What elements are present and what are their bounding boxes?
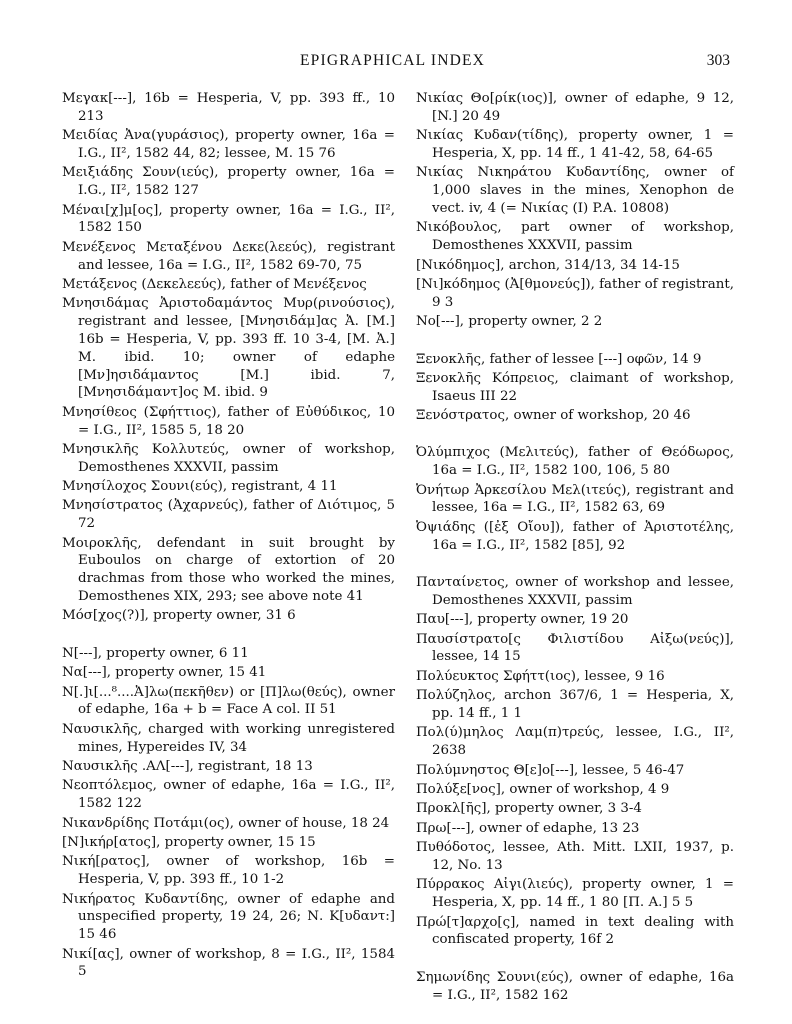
right-column	[416, 90, 734, 1006]
index-entry: Νική[ρατος], owner of workshop, 16b = Hesperia, V, pp. 393 ff., 10 1-2	[62, 854, 395, 888]
index-entry: Ν[.]ι[...⁸....Ἀ]λω(πεκῆθεν) or [Π]λω(θεύς), owner of edaphe, 16a + b = Face A col. II 51	[62, 684, 395, 718]
page-number: 303	[706, 52, 730, 69]
index-entry: Μνησίστρατος (Ἀχαρνεύς), father of Διότιμος, 5 72	[62, 498, 395, 532]
index-entry: Ξενοκλῆς, father of lessee [---] οφῶν, 14 9	[416, 351, 702, 367]
index-entry: Προκλ[ῆς], property owner, 3 3-4	[416, 801, 642, 817]
letter-gap	[416, 426, 734, 444]
index-entry: Νικήρατος Κυδαντίδης, owner of edaphe and unspecified property, 19 24, 26; Ν. Κ[υδαντ:] 15 46	[62, 891, 395, 943]
index-entry: Πολύζηλος, archon 367/6, 1 = Hesperia, X, pp. 14 ff., 1 1	[416, 688, 734, 721]
index-entry: Νικί[ας], owner of workshop, 8 = I.G., II², 1584 5	[62, 946, 395, 980]
index-entry: Ναυσικλῆς, charged with working unregistered mines, Hypereides IV, 34	[62, 721, 395, 755]
index-entry: Ναυσικλῆς .ΑΛ[---], registrant, 18 13	[62, 758, 313, 774]
index-entry: [Νι]κόδημος (Ἀ[θμονεύς]), father of registrant, 9 3	[416, 276, 734, 310]
index-entry: Μνησιδάμας Ἀριστοδαμάντος Μυρ(ρινούσιος), registrant and lessee, [Μνησιδάμ]ας Ἀ. [M.] 16b = Hesperia, V, pp. 393 ff. 10 3-4, [M. Ἀ.] M. ibid. 10; owner of edaphe [Μν]ησιδάμαντος [M.] ibid. 7, [Μνησιδάμαντ]ος M. ibid. 9	[62, 296, 395, 401]
index-entry: Νο[---], property owner, 2 2	[416, 314, 603, 330]
index-entry: Νεοπτόλεμος, owner of edaphe, 16a = I.G., II², 1582 122	[62, 778, 395, 812]
letter-gap	[416, 333, 734, 351]
index-entry: Πολύμνηστος Θ[ε]ο[---], lessee, 5 46-47	[416, 762, 685, 778]
index-entry: Πρω[---], owner of edaphe, 13 23	[416, 820, 640, 836]
index-entry: Μετάξενος (Δεκελεεύς), father of Μενέξενος	[62, 276, 367, 292]
index-entry: Πρώ[τ]αρχο[ς], named in text dealing with confiscated property, 16f 2	[416, 914, 734, 948]
index-entry: [Ν]ικήρ[ατος], property owner, 15 15	[62, 834, 316, 850]
index-entry: Μειδίας Ἀνα(γυράσιος), property owner, 16a = I.G., II², 1582 44, 82; lessee, M. 15 76	[62, 128, 395, 161]
index-entry: Νικίας Θο[ρίκ(ιος)], owner of edaphe, 9 12, [N.] 20 49	[416, 91, 734, 124]
index-entry: Μεγακ[---], 16b = Hesperia, V, pp. 393 ff., 10 213	[62, 91, 395, 124]
index-entry: Πυθόδοτος, lessee, Ath. Mitt. LXII, 1937, p. 12, No. 13	[416, 840, 734, 873]
index-entry: Ὀνήτωρ Ἀρκεσίλου Μελ(ιτεύς), registrant and lessee, 16a = I.G., II², 1582 63, 69	[416, 482, 734, 516]
index-entry: Μειξιάδης Σουν(ιεύς), property owner, 16a = I.G., II², 1582 127	[62, 165, 395, 199]
entries-o	[416, 444, 734, 554]
letter-gap	[416, 951, 734, 969]
index-entry: Μοιροκλῆς, defendant in suit brought by Euboulos on charge of extortion of 20 drachmas from those who worked the mines, Demosthenes XIX, 293; see above note 41	[62, 535, 395, 605]
index-entry: Πολύευκτος Σφήττ(ιος), lessee, 9 16	[416, 668, 665, 684]
entries-p	[416, 574, 734, 949]
entries-n-cont	[416, 90, 734, 331]
index-entry: Μνησικλῆς Κολλυτεύς, owner of workshop, Demosthenes XXXVII, passim	[62, 441, 395, 475]
index-entry: Ὀψιάδης ([ἐξ Οἴου]), father of Ἀριστοτέλης, 16a = I.G., II², 1582 [85], 92	[416, 519, 734, 553]
entries-s	[416, 969, 734, 1005]
left-column	[62, 90, 395, 983]
index-entry: Πολ(ύ)μηλος Λαμ(π)τρεύς, lessee, I.G., II², 2638	[416, 725, 734, 759]
index-entry: Ξενοκλῆς Κόπρειος, claimant of workshop, Isaeus III 22	[416, 370, 734, 404]
running-head	[0, 52, 792, 76]
index-entry: Πολύξε[νος], owner of workshop, 4 9	[416, 781, 670, 797]
index-entry: Ν[---], property owner, 6 11	[62, 645, 249, 661]
index-entry: Μνησίλοχος Σουνι(εύς), registrant, 4 11	[62, 479, 338, 495]
index-entry: Νικανδρίδης Ποτάμι(ος), owner of house, 18 24	[62, 815, 390, 831]
index-entry: Να[---], property owner, 15 41	[62, 665, 267, 681]
index-entry: Παυσίστρατο[ς Φιλιστίδου Αἰξω(νεύς)], lessee, 14 15	[416, 631, 734, 665]
index-entry: Παυ[---], property owner, 19 20	[416, 612, 629, 628]
index-entry: Νικίας Κυδαν(τίδης), property owner, 1 = Hesperia, X, pp. 14 ff., 1 41-42, 58, 64-65	[416, 128, 734, 161]
index-entry: Μόσ[χος(?)], property owner, 31 6	[62, 608, 296, 624]
index-entry: Πανταίνετος, owner of workshop and lessee, Demosthenes XXXVII, passim	[416, 575, 734, 608]
entries-x	[416, 351, 734, 425]
index-entry: Ὀλύμπιχος (Μελιτεύς), father of Θεόδωρος, 16a = I.G., II², 1582 100, 106, 5 80	[416, 445, 734, 479]
entries-m	[62, 90, 395, 625]
index-entry: [Νικόδημος], archon, 314/13, 34 14-15	[416, 257, 680, 273]
letter-gap	[62, 627, 395, 645]
index-entry: Νικίας Νικηράτου Κυδαντίδης, owner of 1,000 slaves in the mines, Xenophon de vect. iv, 4 (= Νικίας (I) P.A. 10808)	[416, 165, 734, 216]
index-entry: Νικόβουλος, part owner of workshop, Demosthenes XXXVII, passim	[416, 220, 734, 254]
index-entry: Μέναι[χ]μ[ος], property owner, 16a = I.G., II², 1582 150	[62, 202, 395, 236]
index-entry: Μνησίθεος (Σφήττιος), father of Εὐθύδικος, 10 = I.G., II², 1585 5, 18 20	[62, 404, 395, 438]
index-entry: Μενέξενος Μεταξένου Δεκε(λεεύς), registrant and lessee, 16a = I.G., II², 1582 69-70, 75	[62, 239, 395, 273]
letter-gap	[416, 556, 734, 574]
entries-n	[62, 645, 395, 981]
running-title: EPIGRAPHICAL INDEX	[300, 52, 486, 69]
index-entry: Σημωνίδης Σουνι(εύς), owner of edaphe, 16a = I.G., II², 1582 162	[416, 969, 734, 1003]
index-entry: Πύρρακος Αἰγι(λιεύς), property owner, 1 = Hesperia, X, pp. 14 ff., 1 80 [Π. Α.] 5 5	[416, 877, 734, 911]
index-entry: Ξενόστρατος, owner of workshop, 20 46	[416, 408, 691, 424]
